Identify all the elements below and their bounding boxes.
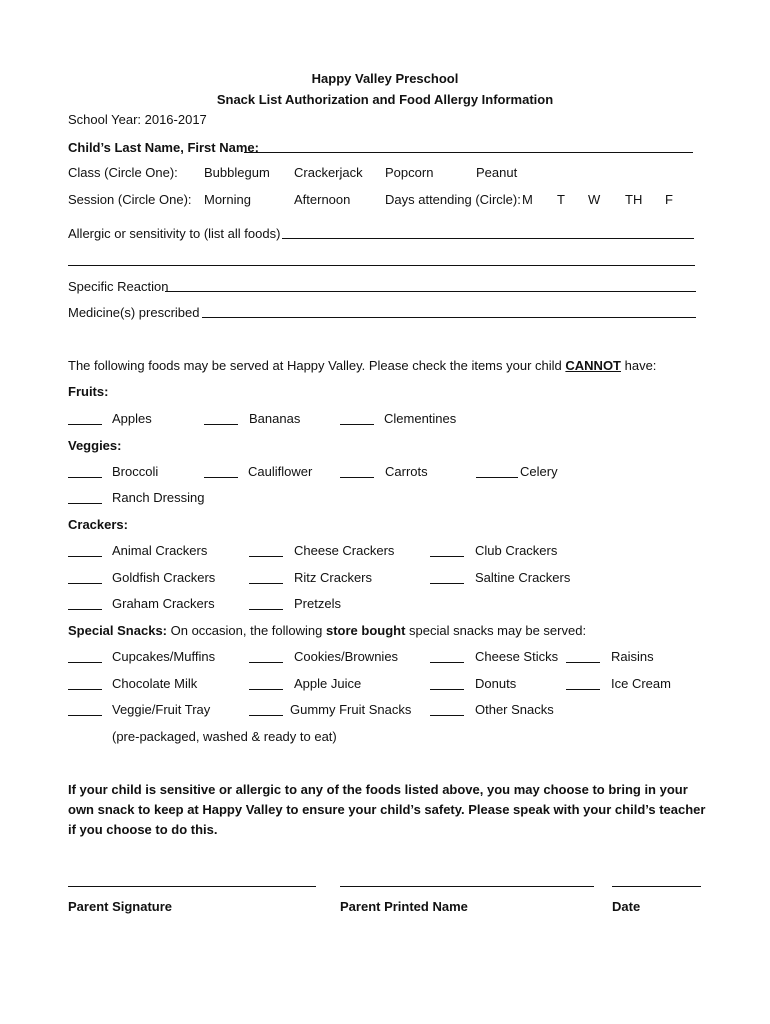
- item-other-snacks: Other Snacks: [475, 702, 554, 717]
- item-graham-crackers: Graham Crackers: [112, 596, 215, 611]
- days-label: Days attending (Circle):: [385, 192, 521, 207]
- food-intro: The following foods may be served at Happy Valley. Please check the items your child CANNOT have:: [68, 358, 657, 373]
- medicine-field[interactable]: [202, 317, 696, 318]
- check-blank-ranch-dressing[interactable]: [68, 503, 102, 504]
- item-ranch-dressing: Ranch Dressing: [112, 490, 205, 505]
- parent-signature-field[interactable]: [68, 886, 316, 887]
- item-gummy-fruit-snacks: Gummy Fruit Snacks: [290, 702, 412, 717]
- class-label: Class (Circle One):: [68, 165, 178, 180]
- item-cupcakes-muffins: Cupcakes/Muffins: [112, 649, 216, 664]
- item-chocolate-milk: Chocolate Milk: [112, 676, 198, 691]
- item-club-crackers: Club Crackers: [475, 543, 558, 558]
- item-apple-juice: Apple Juice: [294, 676, 362, 691]
- check-blank-ritz-crackers[interactable]: [249, 583, 283, 584]
- day-option-w[interactable]: W: [588, 192, 601, 207]
- item-broccoli: Broccoli: [112, 464, 159, 479]
- day-option-t[interactable]: T: [557, 192, 565, 207]
- check-blank-apple-juice[interactable]: [249, 689, 283, 690]
- fruits-heading: Fruits:: [68, 384, 109, 399]
- child-name-label: Child’s Last Name, First Name:: [68, 140, 259, 155]
- check-blank-gummy-fruit-snacks[interactable]: [249, 715, 283, 716]
- child-name-field[interactable]: [244, 152, 693, 153]
- item-goldfish-crackers: Goldfish Crackers: [112, 570, 216, 585]
- session-option-morning[interactable]: Morning: [204, 192, 251, 207]
- item-donuts: Donuts: [475, 676, 517, 691]
- check-blank-clementines[interactable]: [340, 424, 374, 425]
- item-celery: Celery: [520, 464, 558, 479]
- item-bananas: Bananas: [249, 411, 301, 426]
- item-cauliflower: Cauliflower: [248, 464, 313, 479]
- check-blank-carrots[interactable]: [340, 477, 374, 478]
- session-label: Session (Circle One):: [68, 192, 192, 207]
- date-field[interactable]: [612, 886, 701, 887]
- check-blank-cauliflower[interactable]: [204, 477, 238, 478]
- check-blank-cheese-crackers[interactable]: [249, 556, 283, 557]
- day-option-th[interactable]: TH: [625, 192, 643, 207]
- allergy-label: Allergic or sensitivity to (list all foods): [68, 226, 281, 241]
- check-blank-celery[interactable]: [476, 477, 518, 478]
- item-ritz-crackers: Ritz Crackers: [294, 570, 373, 585]
- item-cheese-sticks: Cheese Sticks: [475, 649, 559, 664]
- class-option-popcorn[interactable]: Popcorn: [385, 165, 434, 180]
- check-blank-bananas[interactable]: [204, 424, 238, 425]
- check-blank-broccoli[interactable]: [68, 477, 102, 478]
- parent-printed-name-label: Parent Printed Name: [340, 899, 468, 914]
- crackers-heading: Crackers:: [68, 517, 128, 532]
- form-title: Snack List Authorization and Food Allergy Information: [216, 92, 554, 107]
- check-blank-cookies-brownies[interactable]: [249, 662, 283, 663]
- parent-signature-label: Parent Signature: [68, 899, 173, 914]
- school-year: School Year: 2016-2017: [68, 112, 207, 127]
- special-snacks-intro: Special Snacks: On occasion, the following store bought special snacks may be served:: [68, 623, 587, 638]
- check-blank-cheese-sticks[interactable]: [430, 662, 464, 663]
- check-blank-animal-crackers[interactable]: [68, 556, 102, 557]
- check-blank-saltine-crackers[interactable]: [430, 583, 464, 584]
- closing-paragraph: If your child is sensitive or allergic to any of the foods listed above, you may choose to bring in your own snack to keep at Happy Valley to ensure your child’s safety. Please speak with your child’s teacher if you choose to do this.: [68, 782, 706, 837]
- item-cheese-crackers: Cheese Crackers: [294, 543, 395, 558]
- date-label: Date: [612, 899, 641, 914]
- class-option-peanut[interactable]: Peanut: [476, 165, 518, 180]
- parent-printed-name-field[interactable]: [340, 886, 594, 887]
- check-blank-raisins[interactable]: [566, 662, 600, 663]
- item-pretzels: Pretzels: [294, 596, 341, 611]
- day-option-f[interactable]: F: [665, 192, 673, 207]
- check-blank-ice-cream[interactable]: [566, 689, 600, 690]
- check-blank-club-crackers[interactable]: [430, 556, 464, 557]
- special-snacks-note: (pre-packaged, washed & ready to eat): [112, 729, 337, 744]
- veggies-heading: Veggies:: [68, 438, 122, 453]
- day-option-m[interactable]: M: [522, 192, 533, 207]
- reaction-field[interactable]: [165, 291, 696, 292]
- check-blank-cupcakes-muffins[interactable]: [68, 662, 102, 663]
- item-animal-crackers: Animal Crackers: [112, 543, 208, 558]
- school-name: Happy Valley Preschool: [311, 71, 459, 86]
- class-option-bubblegum[interactable]: Bubblegum: [204, 165, 270, 180]
- item-veggie-fruit-tray: Veggie/Fruit Tray: [112, 702, 211, 717]
- allergy-field[interactable]: [282, 238, 694, 239]
- medicine-label: Medicine(s) prescribed: [68, 305, 200, 320]
- session-option-afternoon[interactable]: Afternoon: [294, 192, 351, 207]
- check-blank-goldfish-crackers[interactable]: [68, 583, 102, 584]
- check-blank-graham-crackers[interactable]: [68, 609, 102, 610]
- item-carrots: Carrots: [385, 464, 428, 479]
- check-blank-chocolate-milk[interactable]: [68, 689, 102, 690]
- item-clementines: Clementines: [384, 411, 457, 426]
- allergy-field-line-2[interactable]: [68, 265, 695, 266]
- item-raisins: Raisins: [611, 649, 654, 664]
- check-blank-other-snacks[interactable]: [430, 715, 464, 716]
- check-blank-apples[interactable]: [68, 424, 102, 425]
- class-option-crackerjack[interactable]: Crackerjack: [294, 165, 363, 180]
- reaction-label: Specific Reaction: [68, 279, 169, 294]
- item-cookies-brownies: Cookies/Brownies: [294, 649, 399, 664]
- item-ice-cream: Ice Cream: [611, 676, 671, 691]
- check-blank-pretzels[interactable]: [249, 609, 283, 610]
- check-blank-donuts[interactable]: [430, 689, 464, 690]
- item-saltine-crackers: Saltine Crackers: [475, 570, 571, 585]
- item-apples: Apples: [112, 411, 152, 426]
- check-blank-veggie-fruit-tray[interactable]: [68, 715, 102, 716]
